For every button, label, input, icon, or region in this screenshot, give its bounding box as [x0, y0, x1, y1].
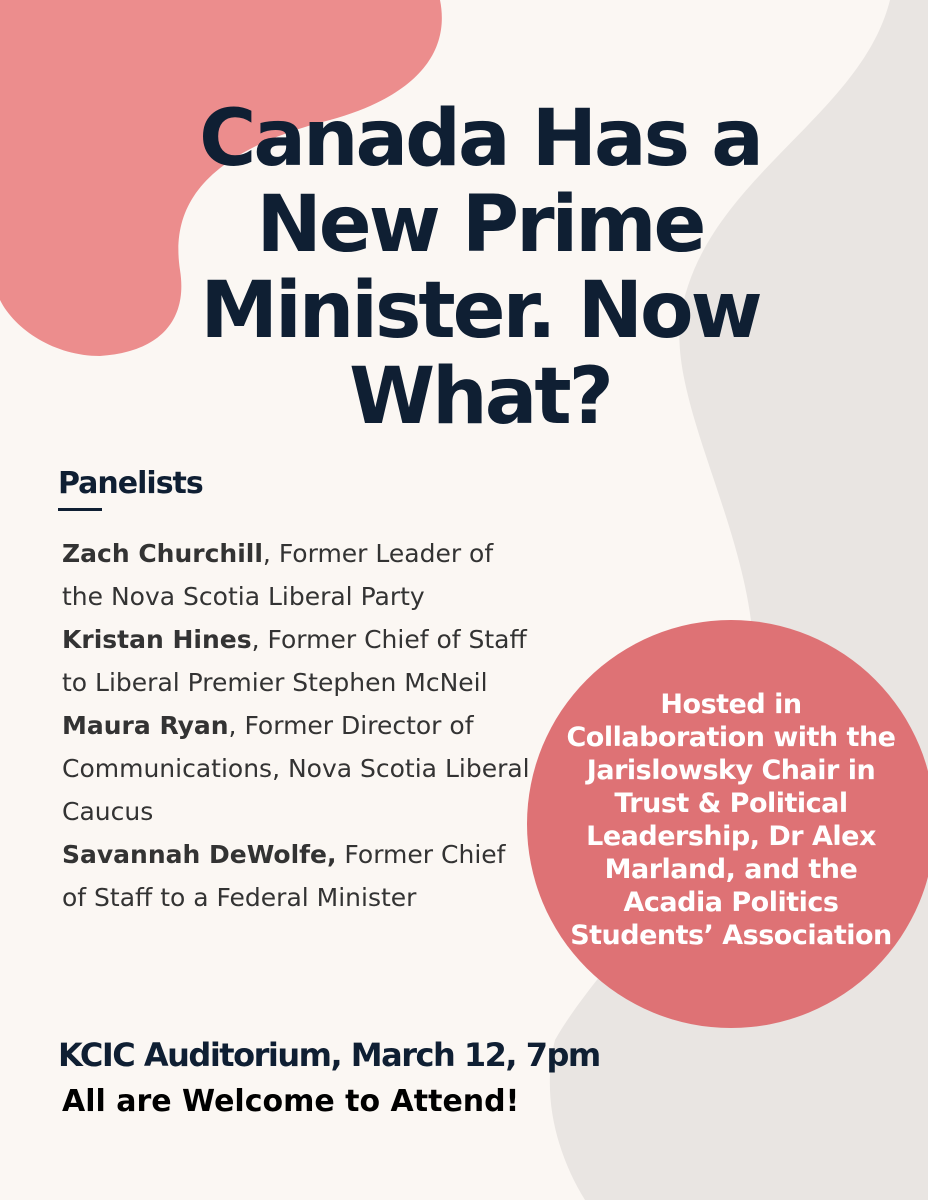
title-line: What? — [349, 352, 611, 442]
panelist-list — [62, 532, 532, 919]
panelist-description: , Former Chief of Staff to Liberal Premier Stephen McNeil — [62, 625, 527, 697]
title-line: New Prime — [256, 180, 704, 270]
panelist-item — [62, 532, 532, 618]
panelist-description: Former Chief of Staff to a Federal Minister — [62, 840, 506, 912]
panelist-name: Kristan Hines — [62, 625, 252, 654]
panelist-name: Maura Ryan — [62, 711, 229, 740]
title-line: Canada Has a — [199, 94, 761, 184]
event-venue-date: KCIC Auditorium, March 12, 7pm — [58, 1036, 600, 1074]
panelist-item — [62, 833, 532, 919]
panelist-item — [62, 704, 532, 833]
panelists-heading: Panelists — [58, 466, 203, 501]
host-credit: Hosted in Collaboration with the Jarislowsky Chair in Trust & Political Leadership, Dr Alex Marland, and the Acadia Politics Students’ Association — [566, 689, 896, 951]
host-circle — [527, 620, 928, 1028]
panelist-name: Savannah DeWolfe, — [62, 840, 337, 869]
heading-underline — [58, 508, 102, 511]
panelist-description: , Former Leader of the Nova Scotia Liberal Party — [62, 539, 494, 611]
title-line: Minister. Now — [200, 266, 760, 356]
panelist-name: Zach Churchill — [62, 539, 263, 568]
event-title — [100, 96, 860, 440]
panelist-item — [62, 618, 532, 704]
welcome-text: All are Welcome to Attend! — [62, 1084, 520, 1119]
panelist-description: , Former Director of Communications, Nova Scotia Liberal Caucus — [62, 711, 530, 826]
